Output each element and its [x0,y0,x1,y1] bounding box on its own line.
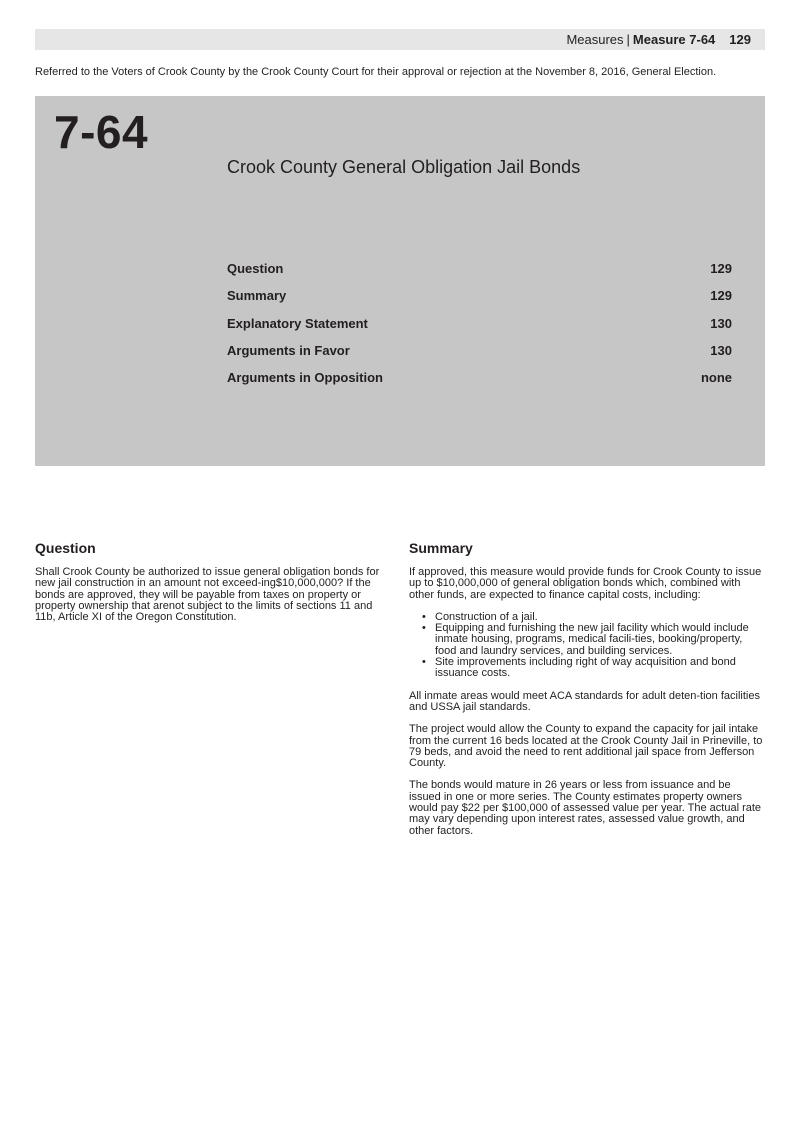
toc-page: 130 [710,342,732,358]
header-measure-label: Measure 7-64 [632,32,716,47]
running-header-text [566,29,751,50]
toc-label: Question [227,261,284,276]
toc-page: 129 [710,288,732,304]
toc-row-summary [227,288,732,315]
header-page-number: 129 [729,32,751,47]
running-header [35,29,765,50]
toc-row-arguments-in-opposition [227,370,732,397]
summary-bullet: • Site improvements including right of way acquisition and bond issuance costs. [435,657,765,680]
summary-bullet-list [409,612,765,680]
question-heading: Question [35,540,96,556]
summary-intro: If approved, this measure would provide funds for Crook County to issue up to $10,000,000 of general obligation bonds which, combined with other funds, are expected to finance capital costs, including: [409,566,762,601]
header-section: Measures [566,32,624,47]
toc-label: Arguments in Opposition [227,370,383,386]
measure-number: 7-64 [54,106,149,158]
toc-label: Summary [227,288,287,304]
toc-label: Explanatory Statement [227,315,368,331]
measure-title: Crook County General Obligation Jail Bonds [227,157,581,177]
toc-page: 130 [710,315,732,331]
toc-row-arguments-in-favor [227,343,732,370]
summary-section [409,540,765,848]
summary-heading: Summary [409,540,473,556]
question-text: Shall Crook County be authorized to issue general obligation bonds for new jail construction in an amount not exceed-ing$10,000,000? If the bonds are approved, they will be payable from taxes on property or property ownership that arenot subject to the limits of sections 11 and 11b, Article XI of the Oregon Constitution. [35,566,380,624]
toc-label: Arguments in Favor [227,342,350,358]
summary-paragraph-standards: All inmate areas would meet ACA standards for adult deten-tion facilities and USSA jail standards. [409,689,760,713]
referral-statement: Referred to the Voters of Crook County by the Crook County Court for their approval or rejection at the November 8, 2016, General Election. [35,66,717,78]
toc-row-question [227,261,732,288]
table-of-contents [227,261,732,397]
toc-row-explanatory-statement [227,316,732,343]
summary-bullet: • Construction of a jail. [435,612,765,623]
toc-page: none [700,370,732,386]
summary-bullet: • Equipping and furnishing the new jail facility which would include inmate housing, programs, medical facili-ties, booking/property, food and laundry services, and building services. [435,623,765,657]
measure-panel [35,96,765,466]
toc-page: 129 [710,261,732,276]
summary-paragraph-capacity: The project would allow the County to expand the capacity for jail intake from the current 16 beds located at the Crook County Jail in Prineville, to 79 beds, and avoid the need to rent additional jail space from Jefferson County. [409,723,763,770]
question-section [35,540,391,634]
header-separator: | [626,32,630,47]
summary-paragraph-bonds: The bonds would mature in 26 years or less from issuance and be issued in one or more series. The County estimates property owners would pay $22 per $100,000 of assessed value per year. The actual rate may vary depending upon interest rates, assessed value growth, and other factors. [409,779,762,837]
